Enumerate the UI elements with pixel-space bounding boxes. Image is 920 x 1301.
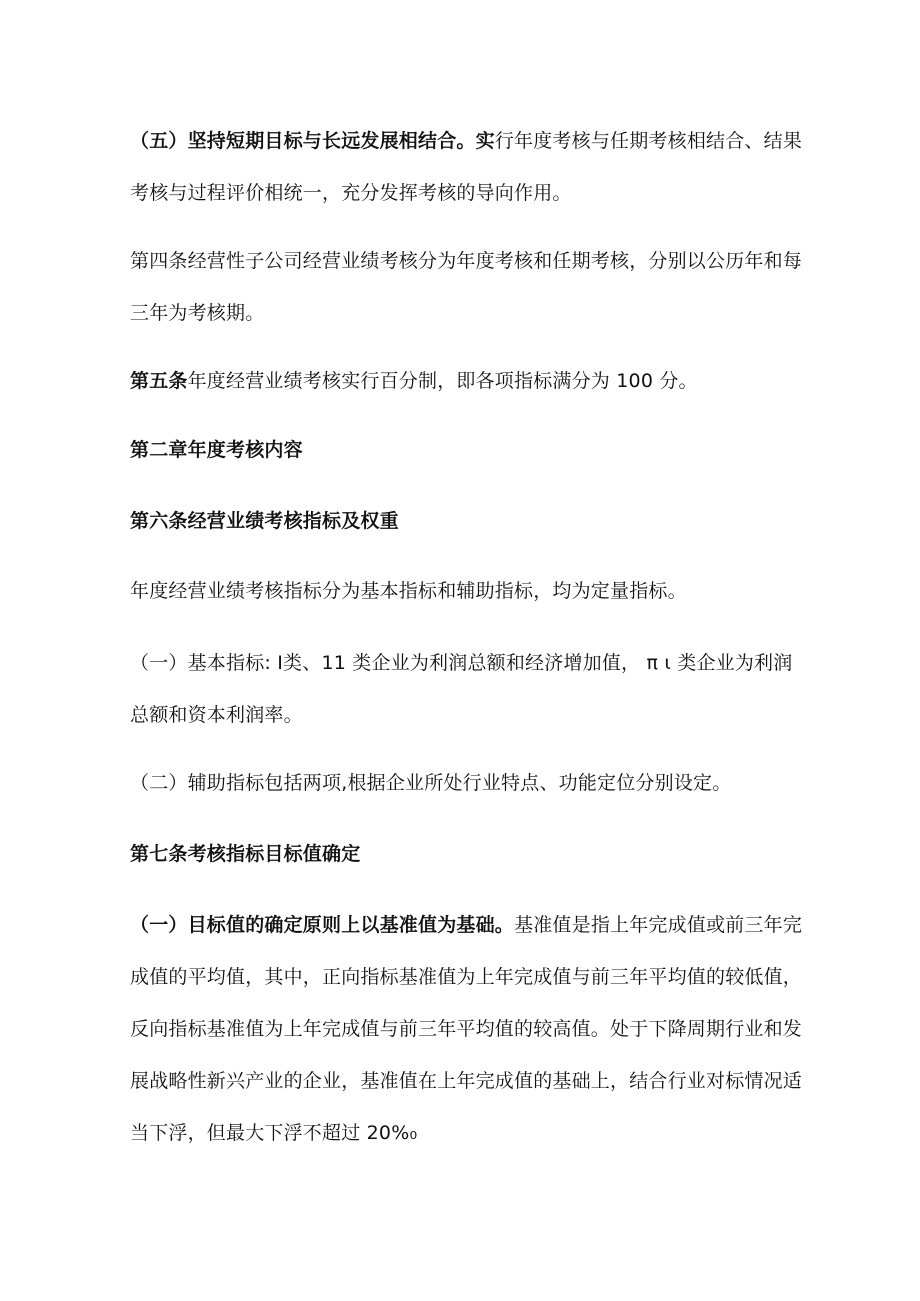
principle-five-text: 行年度考核与任期考核相结合、结果考核与过程评价相统一，充分发挥考核的导向作用。 [130, 130, 803, 204]
paragraph-indicator-types: 年度经营业绩考核指标分为基本指标和辅助指标，均为定量指标。 [130, 580, 687, 602]
chapter-two-heading: 第二章年度考核内容 [130, 439, 303, 461]
article-six-heading: 第六条经营业绩考核指标及权重 [130, 510, 399, 532]
paragraph-article-four: 第四条经营性子公司经营业绩考核分为年度考核和任期考核，分别以公历年和每三年为考核期。 [130, 250, 803, 324]
principle-five-heading: （五）坚持短期目标与长远发展相结合。实 [130, 130, 495, 152]
article-five-heading: 第五条 [130, 370, 188, 392]
paragraph-target-value-principle [130, 899, 810, 1159]
paragraph-principle-five [130, 115, 810, 219]
target-value-text: 基准值是指上年完成值或前三年完成值的平均值，其中，正向指标基准值为上年完成值与前三年平均值的较低值，反向指标基准值为上年完成值与前三年平均值的较高值。处于下降周期行业和发展战略性新兴产业的企业，基准值在上年完成值的基础上，结合行业对标情况适当下浮，但最大下浮不超过 20%₀ [130, 914, 803, 1144]
article-seven-heading: 第七条考核指标目标值确定 [130, 843, 361, 865]
target-value-heading: （一）目标值的确定原则上以基准值为基础。 [130, 914, 515, 936]
paragraph-article-five [130, 355, 810, 407]
paragraph-basic-indicators: （一）基本指标: Ⅰ类、11 类企业为利润总额和经济增加值， π ι 类企业为利润总额和资本利润率。 [130, 652, 793, 726]
article-five-text: 年度经营业绩考核实行百分制，即各项指标满分为 100 分。 [187, 370, 698, 392]
paragraph-auxiliary-indicators: （二）辅助指标包括两项,根据企业所处行业特点、功能定位分别设定。 [130, 772, 732, 794]
